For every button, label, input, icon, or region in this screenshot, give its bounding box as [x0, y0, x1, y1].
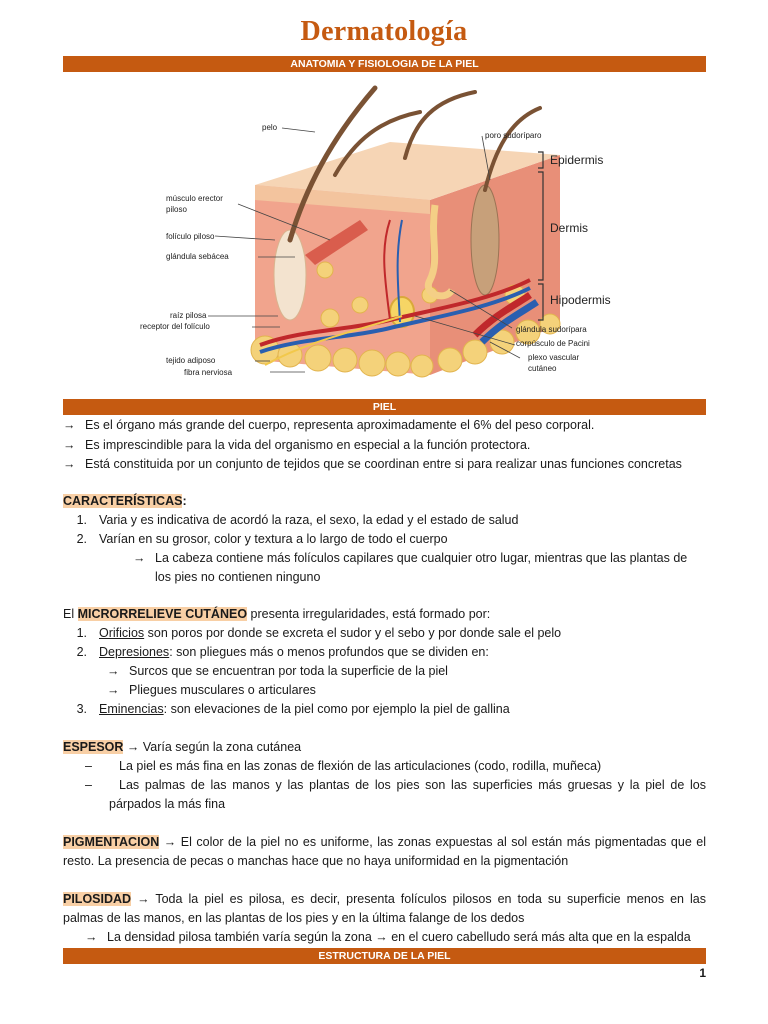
body-text — [63, 0, 706, 1024]
pilosidad-line-1: PILOSIDAD → Toda la piel es pilosa, es decir, presenta folículos pilosos en toda su superficie menos en las — [63, 892, 706, 906]
section-bar-anatomia: ANATOMIA Y FISIOLOGIA DE LA PIEL — [63, 56, 706, 72]
label-pelo: pelo — [262, 123, 278, 132]
label-hipodermis: Hipodermis — [550, 293, 611, 307]
microrrelieve-item-2: 2. Depresiones: son pliegues más o menos profundos que se dividen en: — [76, 645, 489, 659]
section-bar-estructura: ESTRUCTURA DE LA PIEL — [63, 948, 706, 964]
label-musculo-2: piloso — [166, 205, 187, 214]
microrrelieve-heading: El MICRORRELIEVE CUTÁNEO presenta irregularidades, está formado por: — [63, 607, 491, 621]
espesor-detail-2b: párpados la más fina — [109, 797, 226, 811]
caracteristicas-sub-2: los pies no contienen ninguno — [155, 570, 321, 584]
espesor-heading: ESPESOR → Varía según la zona cutánea — [63, 740, 302, 754]
pigmentacion-line-1: PIGMENTACION → El color de la piel no es uniforme, las zonas expuestas al sol están más pigmentadas que el — [63, 835, 706, 849]
arrow-icon: → — [133, 551, 146, 565]
arrow-icon: → — [85, 930, 98, 944]
microrrelieve-sub-2: → Pliegues musculares o articulares — [107, 681, 316, 700]
microrrelieve-item-1: 1. Orificios son poros por donde se excreta el sudor y el sebo y por donde sale el pelo — [76, 626, 562, 640]
pilosidad-line-2: palmas de las manos, en las plantas de los pies y en la última falange de los dedos — [63, 911, 525, 925]
arrow-icon: → — [107, 664, 120, 678]
label-raiz: raíz pilosa — [170, 311, 207, 320]
label-dermis: Dermis — [550, 221, 588, 235]
espesor-detail-1: – La piel es más fina en las zonas de flexión de las articulaciones (codo, rodilla, muñeca) — [85, 759, 602, 773]
microrrelieve-item-3: 3. Eminencias: son elevaciones de la piel como por ejemplo la piel de gallina — [76, 702, 510, 716]
pilosidad-sub: → La densidad pilosa también varía según la zona → en el cuero cabelludo será más alta que en la espalda — [85, 928, 691, 947]
label-foliculo: folículo piloso — [166, 232, 215, 241]
pigmentacion-line-2: resto. La presencia de pecas o manchas hace que no haya uniformidad en la pigmentación — [63, 854, 569, 868]
label-fibra-nerviosa: fibra nerviosa — [184, 368, 233, 377]
arrow-icon: → — [63, 418, 76, 432]
caracteristicas-heading: CARACTERÍSTICAS: — [63, 494, 187, 508]
label-musculo-1: músculo erector — [166, 194, 223, 203]
arrow-icon: → — [63, 438, 76, 452]
label-epidermis: Epidermis — [550, 153, 604, 167]
arrow-icon: → — [63, 457, 76, 471]
label-glandula-sebacea: glándula sebácea — [166, 252, 229, 261]
microrrelieve-sub-1: → Surcos que se encuentran por toda la superficie de la piel — [107, 662, 448, 681]
label-poro: poro sudoríparo — [485, 131, 542, 140]
label-tejido-adiposo: tejido adiposo — [166, 356, 216, 365]
caracteristicas-item-2: 2. Varían en su grosor, color y textura a lo largo de todo el cuerpo — [76, 532, 448, 546]
piel-point-2: → Es imprescindible para la vida del organismo en especial a la función protectora. — [63, 436, 530, 455]
espesor-detail-2: – Las palmas de las manos y las plantas de los pies son las superficies más gruesas y la piel de los — [85, 778, 706, 792]
label-pacini: corpúsculo de Pacini — [516, 339, 590, 348]
arrow-icon: → — [107, 683, 120, 697]
caracteristicas-sub-1: → La cabeza contiene más folículos capilares que cualquier otro lugar, mientras que las plantas de — [133, 549, 687, 568]
label-plexo-1: plexo vascular — [528, 353, 580, 362]
caracteristicas-item-1: 1. Varia y es indicativa de acordó la raza, el sexo, la edad y el estado de salud — [76, 513, 519, 527]
section-bar-piel: PIEL — [63, 399, 706, 415]
page-title: Dermatología — [300, 16, 468, 47]
page-number: 1 — [699, 966, 706, 980]
piel-point-1: → Es el órgano más grande del cuerpo, representa aproximadamente el 6% del peso corporal. — [63, 416, 594, 435]
label-glandula-sudoripara: glándula sudorípara — [516, 325, 587, 334]
label-receptor: receptor del folículo — [140, 322, 210, 331]
label-plexo-2: cutáneo — [528, 364, 557, 373]
piel-point-3: → Está constituida por un conjunto de tejidos que se coordinan entre si para realizar unas funciones concretas — [63, 455, 682, 474]
